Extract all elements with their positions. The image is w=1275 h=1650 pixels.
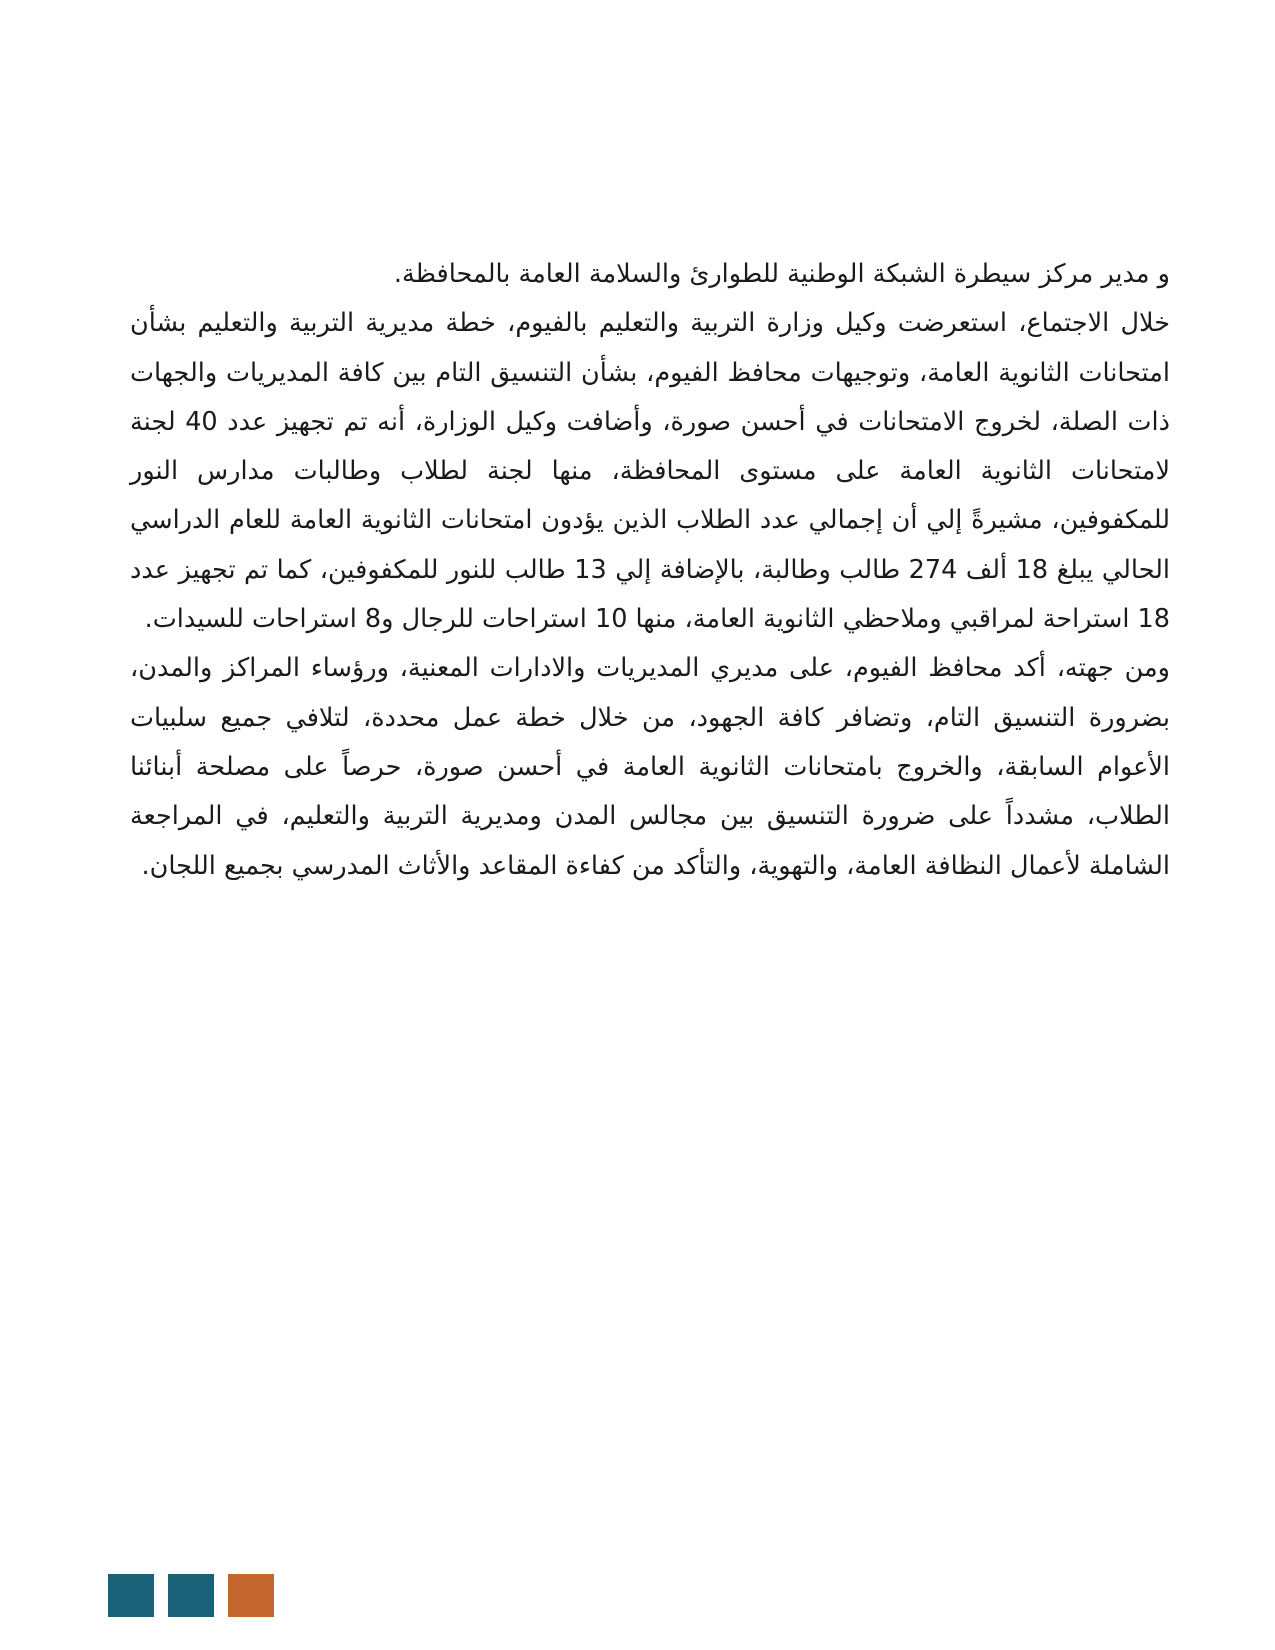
- decorative-square-teal-2: [168, 1574, 214, 1617]
- decorative-square-orange: [228, 1574, 274, 1617]
- paragraph: و مدير مركز سيطرة الشبكة الوطنية للطوارئ والسلامة العامة بالمحافظة.: [393, 259, 1170, 289]
- paragraph: ومن جهته، أكد محافظ الفيوم، على مديري المديريات والادارات المعنية، ورؤساء المراكز والمدن، بضرورة التنسيق التام، وتضافر كافة الجهود، من خلال خطة عمل محددة، لتلافي جميع سلبيات الأعوام السابقة، والخروج بامتحانات الثانوية العامة في أحسن صورة، حرصاً على مصلحة أبنائنا الطلاب، مشدداً على ضرورة التنسيق بين مجالس المدن ومديرية التربية والتعليم، في المراجعة الشاملة لأعمال النظافة العامة، والتهوية، والتأكد من كفاءة المقاعد والأثاث المدرسي بجميع اللجان.: [130, 653, 1170, 881]
- document-body: [130, 250, 1170, 891]
- decorative-square-teal-1: [108, 1574, 154, 1617]
- footer-decoration: [108, 1574, 274, 1617]
- paragraph: خلال الاجتماع، استعرضت وكيل وزارة التربية والتعليم بالفيوم، خطة مديرية التربية والتعليم بشأن امتحانات الثانوية العامة، وتوجيهات محافظ الفيوم، بشأن التنسيق التام بين كافة المديريات والجهات ذات الصلة، لخروج الامتحانات في أحسن صورة، وأضافت وكيل الوزارة، أنه تم تجهيز عدد 40 لجنة لامتحانات الثانوية العامة على مستوى المحافظة، منها لجنة لطلاب وطالبات مدارس النور للمكفوفين، مشيرةً إلي أن إجمالي عدد الطلاب الذين يؤدون امتحانات الثانوية العامة للعام الدراسي الحالي يبلغ 18 ألف 274 طالب وطالبة، بالإضافة إلي 13 طالب للنور للمكفوفين، كما تم تجهيز عدد 18 استراحة لمراقبي وملاحظي الثانوية العامة، منها 10 استراحات للرجال و8 استراحات للسيدات.: [130, 308, 1171, 635]
